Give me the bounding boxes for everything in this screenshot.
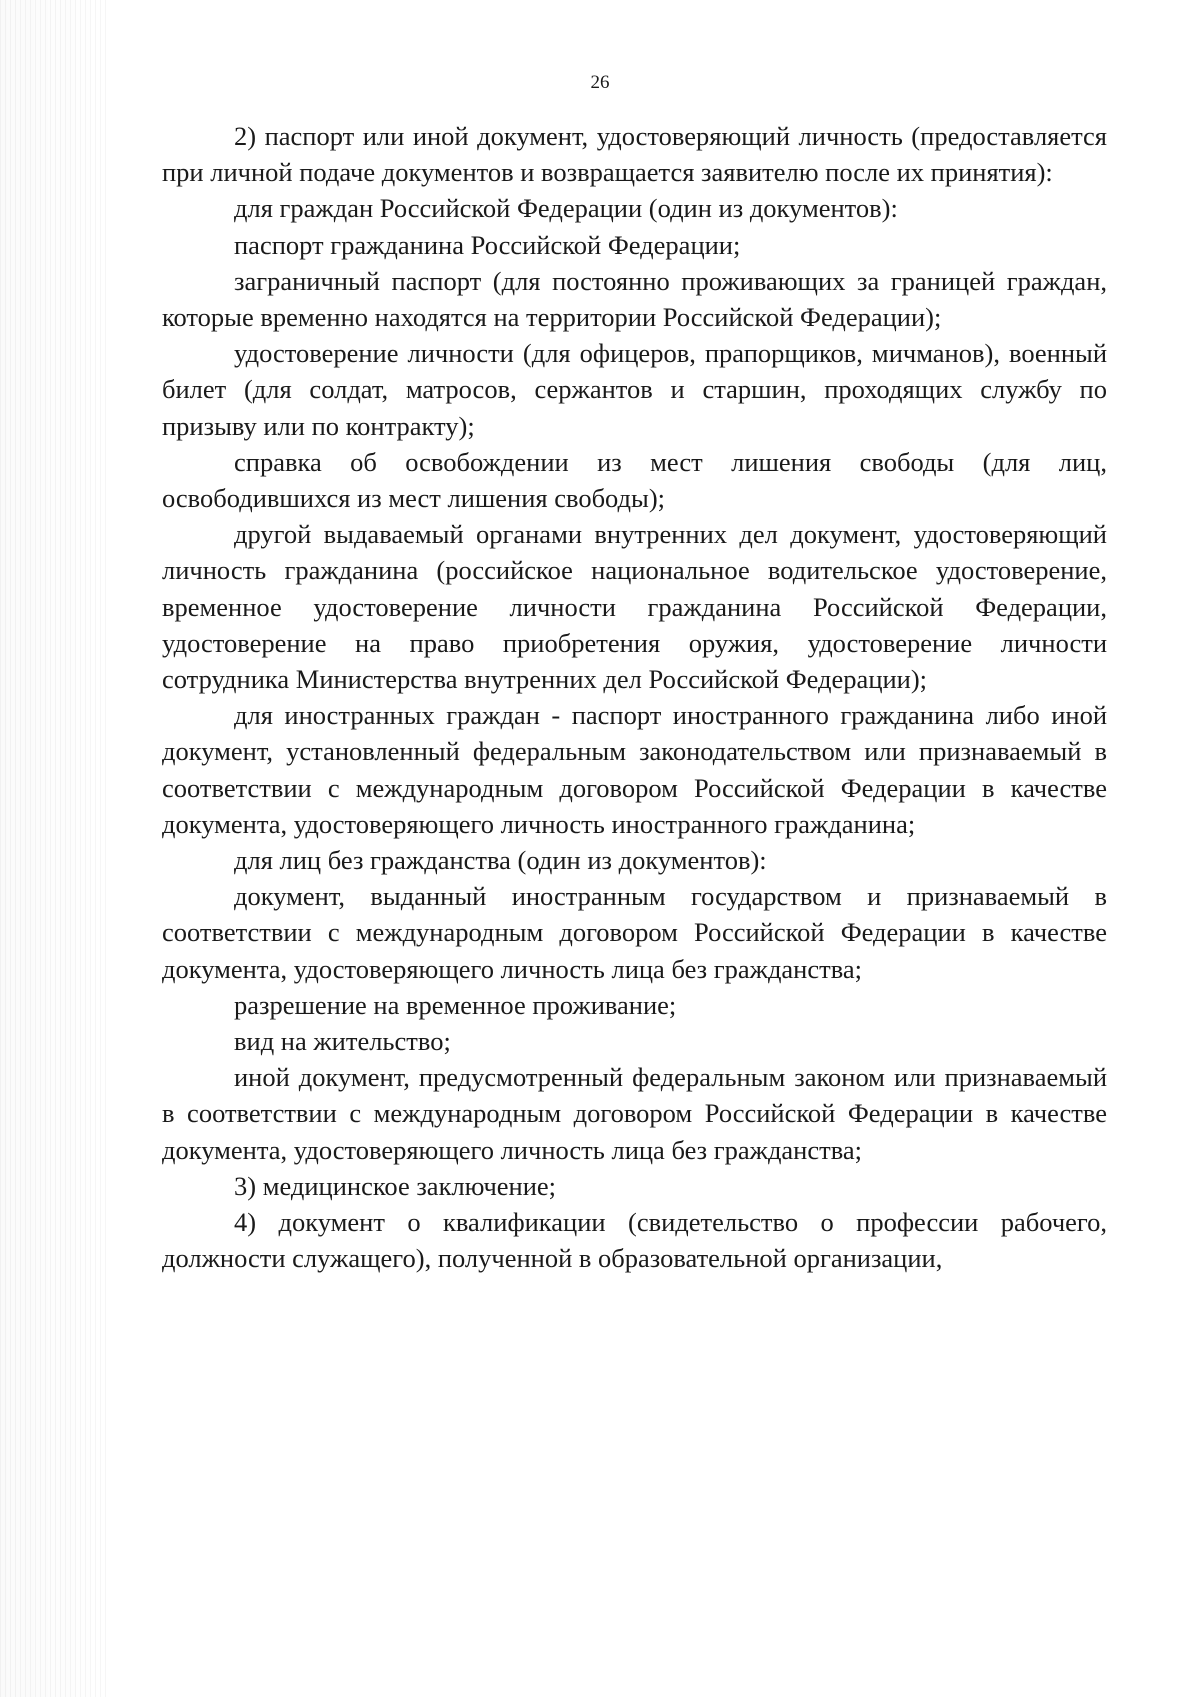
- scan-margin-noise: [0, 0, 110, 1697]
- page-number: 26: [590, 72, 610, 93]
- paragraph: разрешение на временное проживание;: [234, 989, 677, 1020]
- paragraph: удостоверение личности (для офицеров, прапорщиков, мичманов), военный билет (для солдат, матросов, сержантов и старшин, проходящих службу по призыву или по контракту);: [162, 338, 1107, 441]
- paragraph: паспорт гражданина Российской Федерации;: [234, 229, 741, 260]
- paragraph: заграничный паспорт (для постоянно проживающих за границей граждан, которые временно находятся на территории Российской Федерации);: [162, 265, 1107, 333]
- paragraph: 4) документ о квалификации (свидетельство о профессии рабочего, должности служащего), полученной в образовательной организации,: [162, 1207, 1107, 1274]
- paragraph: иной документ, предусмотренный федеральным законом или признаваемый в соответствии с международным договором Российской Федерации в качестве документа, удостоверяющего личность лица без гражданства;: [162, 1062, 1107, 1165]
- paragraph: для лиц без гражданства (один из документов):: [234, 845, 767, 876]
- paragraph: 3) медицинское заключение;: [234, 1170, 557, 1201]
- paragraph: другой выдаваемый органами внутренних дел документ, удостоверяющий личность гражданина (российское национальное водительское удостоверение, временное удостоверение личности гражданина Российской Федерации, удостоверение на право приобретения оружия, удостоверение личности сотрудника Министерства внутренних дел Российской Федерации);: [162, 519, 1107, 695]
- paragraph: справка об освобождении из мест лишения свободы (для лиц, освободившихся из мест лишения свободы);: [162, 446, 1107, 514]
- paragraph: 2) паспорт или иной документ, удостоверяющий личность (предоставляется при личной подаче документов и возвращается заявителю после их принятия):: [162, 121, 1107, 188]
- paragraph: для иностранных граждан - паспорт иностранного гражданина либо иной документ, установленный федеральным законодательством или признаваемый в соответствии с международным договором Российской Федерации в качестве документа, удостоверяющего личность иностранного гражданина;: [162, 700, 1107, 839]
- paragraph: документ, выданный иностранным государством и признаваемый в соответствии с международным договором Российской Федерации в качестве документа, удостоверяющего личность лица без гражданства;: [162, 881, 1107, 984]
- paragraph: вид на жительство;: [234, 1026, 451, 1057]
- document-body: [162, 118, 1107, 1277]
- paragraph: для граждан Российской Федерации (один из документов):: [234, 193, 898, 224]
